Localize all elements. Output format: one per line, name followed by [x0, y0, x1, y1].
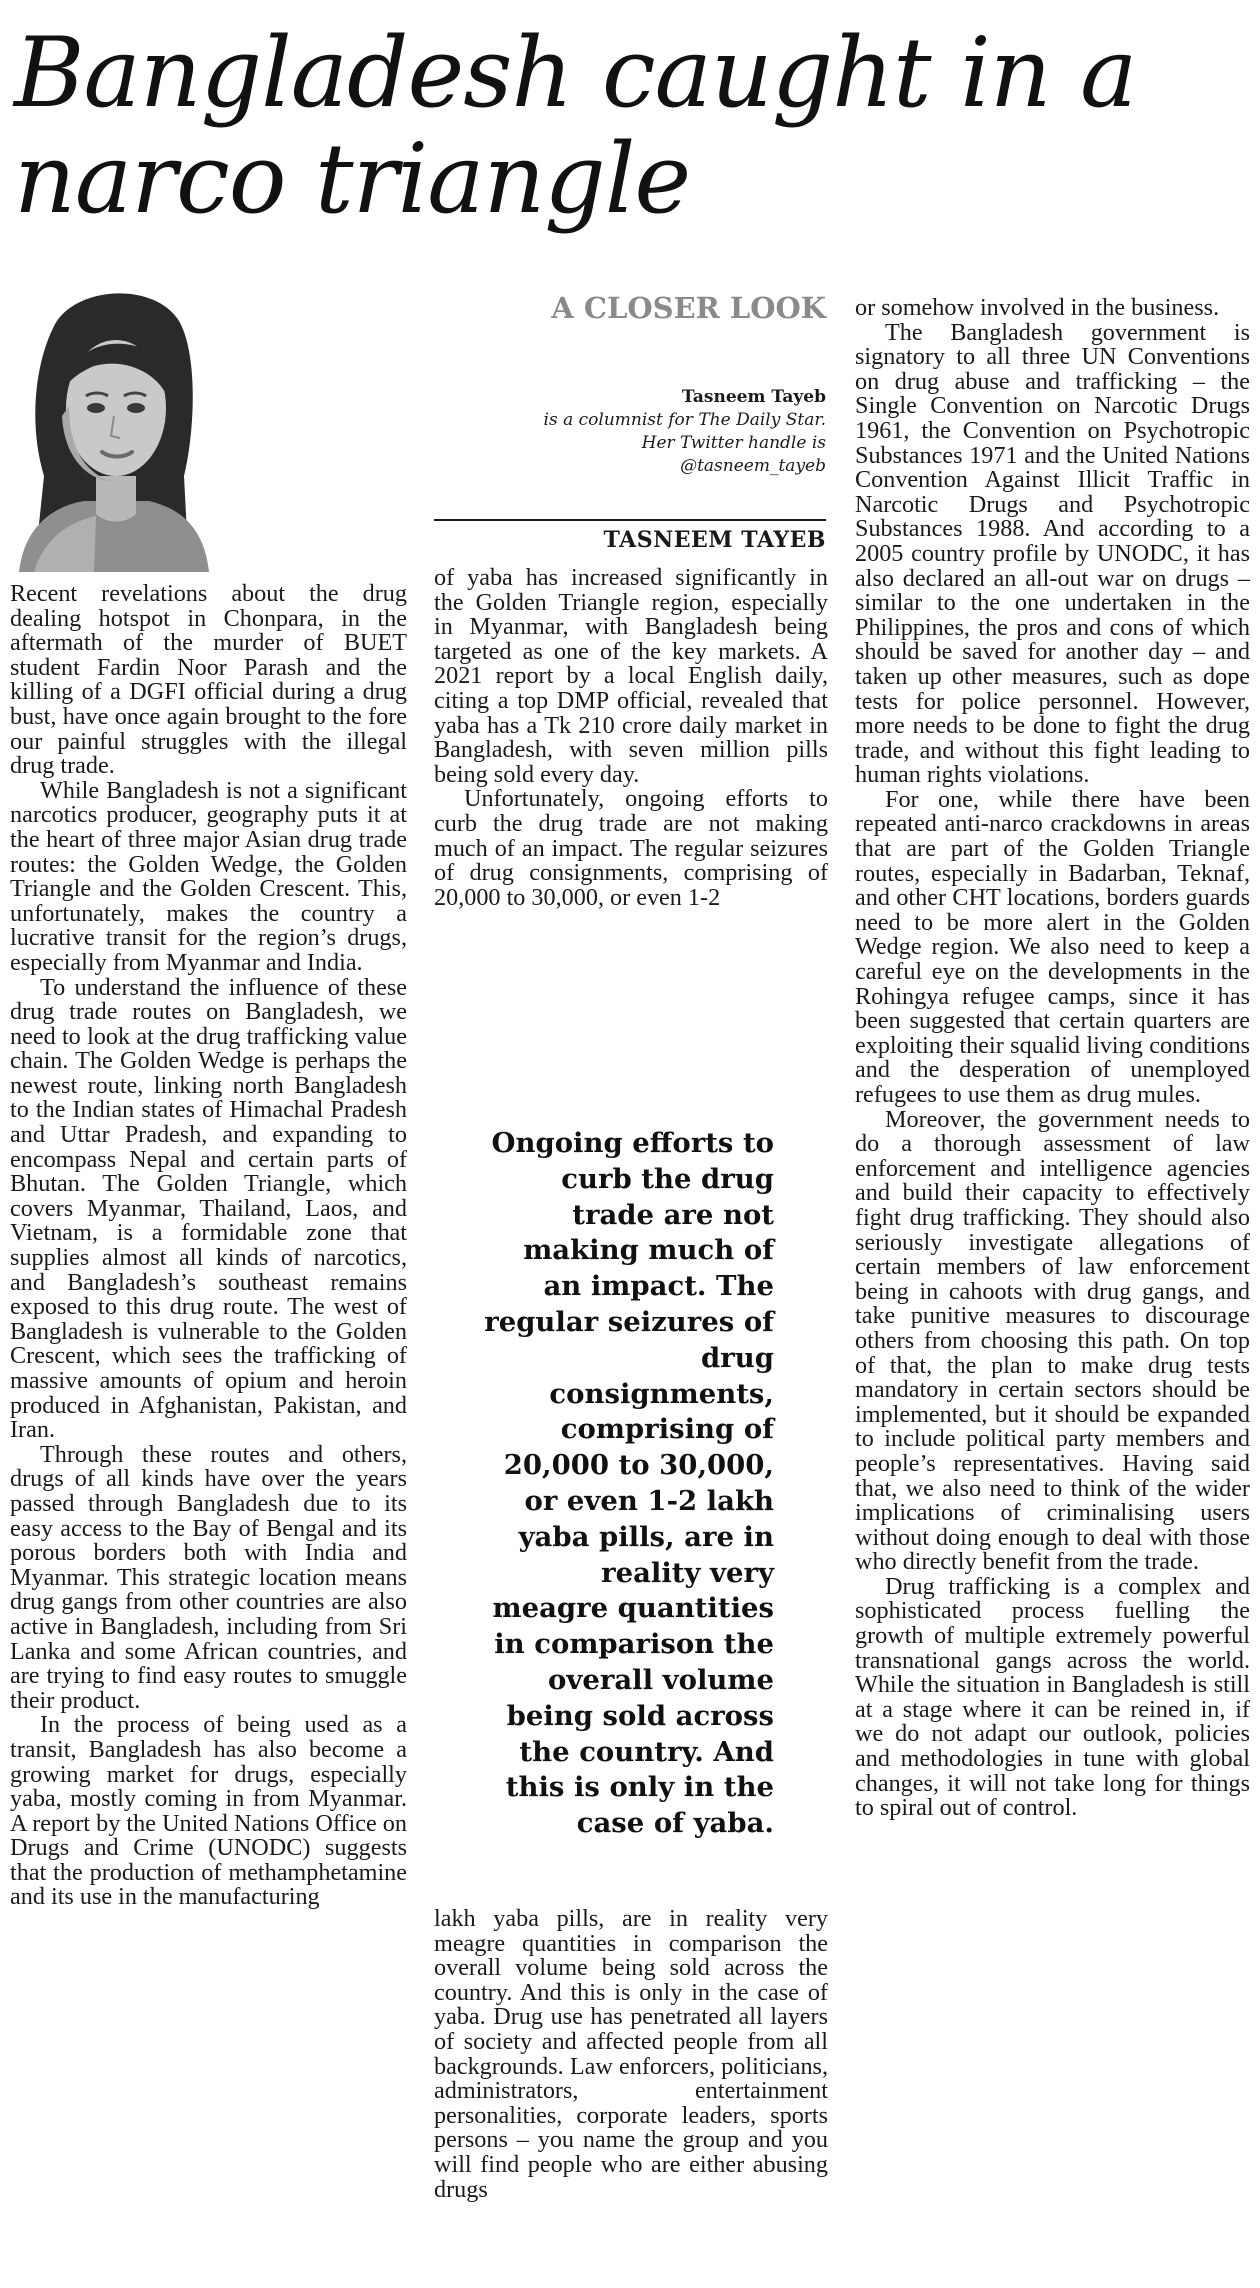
paragraph: The Bangladesh government is signatory to all three UN Conventions on drug abuse and trafficking – the Single Convention on Narcotic Drugs 1961, the Convention on Psychotropic Substances 1971 and the United Nations Convention Against Illicit Traffic in Narcotic Drugs and Psychotropic Substances 1988. And according to a 2005 country profile by UNODC, it has also declared an all-out war on drugs – similar to the one undertaken in the Philippines, the pros and cons of which should be saved for another day – and taken up other measures, such as dope tests for police personnel. However, more needs to be done to fight the drug trade, and without this fight leading to human rights violations. — [855, 318, 1250, 789]
column-name: A CLOSER LOOK — [551, 291, 826, 325]
byline: TASNEEM TAYEB — [603, 527, 826, 553]
article-column-3 — [855, 296, 1250, 1821]
paragraph: While Bangladesh is not a significant narcotics producer, geography puts it at the heart of three major Asian drug trade routes: the Golden Wedge, the Golden Triangle and the Golden Crescent. This, unfortunately, makes the country a lucrative transit for the region’s drugs, especially from Myanmar and India. — [10, 776, 407, 976]
author-photo — [14, 276, 214, 572]
author-bio-text: is a columnist for The Daily Star. Her Twitter handle is @tasneem_tayeb — [543, 410, 826, 476]
paragraph: of yaba has increased significantly in the Golden Triangle region, especially in Myanmar, with Bangladesh being targeted as one of the key markets. A 2021 report by a local English daily, citing a top DMP official, revealed that yaba has a Tk 210 crore daily market in Bangladesh, with seven million pills being sold every day. — [434, 564, 828, 788]
author-portrait-image — [14, 276, 214, 572]
paragraph: Recent revelations about the drug dealing hotspot in Chonpara, in the aftermath of the murder of BUET student Fardin Noor Parash and the killing of a DGFI official during a drug bust, have once again brought to the fore our painful struggles with the illegal drug trade. — [10, 580, 407, 780]
paragraph: lakh yaba pills, are in reality very meagre quantities in comparison the overall volume being sold across the country. And this is only in the case of yaba. Drug use has penetrated all layers of society and affected people from all backgrounds. Law enforcers, politicians, administrators, entertainment personalities, corporate leaders, sports persons – you name the group and you will find people who are either abusing drugs — [434, 1905, 828, 2203]
paragraph: Through these routes and others, drugs of all kinds have over the years passed through Bangladesh due to its easy access to the Bay of Bengal and its porous borders both with India and Myanmar. This strategic location means drug gangs from other countries are also active in Bangladesh, including from Sri Lanka and some African countries, and are trying to find easy routes to smuggle their product. — [10, 1440, 407, 1714]
pull-quote: Ongoing efforts to curb the drug trade are not making much of an impact. The regular seizures of drug consignments, comprising of 20,000 to 30,000, or even 1-2 lakh yaba pills, are in reality very meagre quantities in comparison the overall volume being sold across the country. And this is only in the case of yaba. — [484, 1127, 774, 1840]
paragraph: For one, while there have been repeated anti-narco crackdowns in areas that are part of the Golden Triangle routes, especially in Badarban, Teknaf, and other CHT locations, borders guards need to be more alert in the Golden Wedge region. We also need to keep a careful eye on the developments in the Rohingya refugee camps, since it has been suggested that certain quarters are exploiting their squalid living conditions and the desperation of unemployed refugees to use them as drug mules. — [855, 785, 1250, 1108]
article-column-1 — [10, 582, 407, 1910]
headline: Bangladesh caught in a narco triangle — [14, 17, 1137, 235]
paragraph: To understand the influence of these drug trade routes on Bangladesh, we need to look at the drug trafficking value chain. The Golden Wedge is perhaps the newest route, linking north Bangladesh to the Indian states of Himachal Pradesh and Uttar Pradesh, and expanding to encompass Nepal and certain parts of Bhutan. The Golden Triangle, which covers Myanmar, Thailand, Laos, and Vietnam, is a formidable zone that supplies almost all kinds of narcotics, and Bangladesh’s southeast remains exposed to this drug route. The west of Bangladesh is vulnerable to the Golden Crescent, which sees the trafficking of massive amounts of opium and heroin produced in Afghanistan, Pakistan, and Iran. — [10, 973, 407, 1444]
author-bio — [470, 386, 826, 478]
paragraph: In the process of being used as a transit, Bangladesh has also become a growing market for drugs, especially yaba, mostly coming in from Myanmar. A report by the United Nations Office on Drugs and Crime (UNODC) suggests that the production of methamphetamine and its use in the manufacturing — [10, 1711, 407, 1911]
article-column-2-top — [434, 566, 828, 910]
article-column-2-bottom — [434, 1907, 828, 2202]
paragraph: Unfortunately, ongoing efforts to curb the drug trade are not making much of an impact. The regular seizures of drug consignments, comprising of 20,000 to 30,000, or even 1-2 — [434, 785, 828, 911]
paragraph: Moreover, the government needs to do a thorough assessment of law enforcement and intelligence agencies and build their capacity to effectively fight drug trafficking. They should also seriously investigate allegations of certain members of law enforcement being in cahoots with drug gangs, and take punitive measures to discourage others from choosing this path. On top of that, the plan to make drug tests mandatory in certain sectors should be implemented, but it should be expanded to include political party members and people’s representatives. Having said that, we also need to think of the wider implications of criminalising users without doing enough to deal with those who directly benefit from the trade. — [855, 1105, 1250, 1576]
paragraph: or somehow involved in the business. — [855, 294, 1220, 321]
author-name: Tasneem Tayeb — [681, 387, 826, 407]
byline-divider — [434, 519, 826, 521]
paragraph: Drug trafficking is a complex and sophisticated process fuelling the growth of multiple extremely powerful transnational gangs across the world. While the situation in Bangladesh is still at a stage where it can be reined in, if we do not adapt our outlook, policies and methodologies in tune with global changes, it will not take long for things to spiral out of control. — [855, 1572, 1250, 1822]
